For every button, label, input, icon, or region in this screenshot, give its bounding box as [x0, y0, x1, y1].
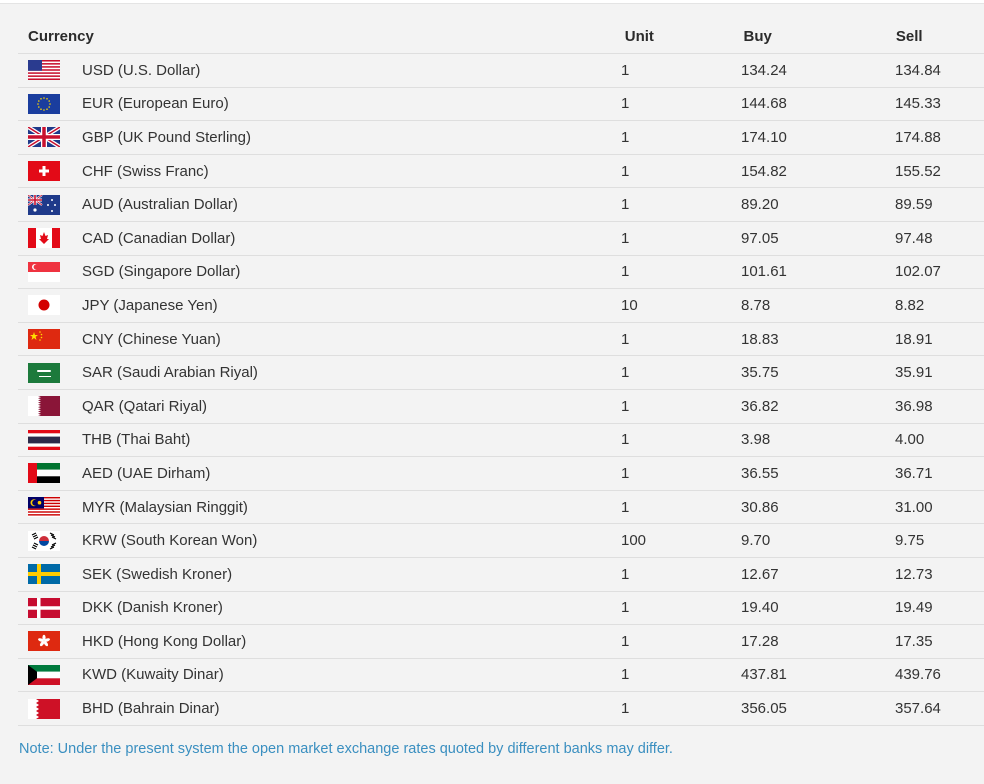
currency-cell	[18, 531, 621, 551]
unit-cell: 1	[621, 263, 630, 281]
currency-cell	[18, 699, 621, 719]
table-row	[18, 558, 984, 592]
japan-flag-icon	[28, 295, 60, 315]
currency-label: AED (UAE Dirham)	[82, 464, 211, 482]
sell-cell: 19.49	[895, 599, 933, 617]
currency-label: GBP (UK Pound Sterling)	[82, 128, 251, 146]
currency-label: KWD (Kuwaity Dinar)	[82, 666, 224, 684]
unit-cell: 1	[621, 431, 630, 449]
table-row	[18, 424, 984, 458]
sell-cell: 357.64	[895, 700, 941, 718]
hongkong-flag-icon	[28, 631, 60, 651]
table-row	[18, 121, 984, 155]
unit-cell: 1	[621, 700, 630, 718]
unit-cell: 1	[621, 632, 630, 650]
saudi-flag-icon	[28, 363, 60, 383]
sell-cell: 18.91	[895, 330, 933, 348]
table-row	[18, 356, 984, 390]
unit-cell: 1	[621, 565, 630, 583]
currency-label: JPY (Japanese Yen)	[82, 296, 218, 314]
singapore-flag-icon	[28, 262, 60, 282]
currency-cell	[18, 94, 621, 114]
buy-cell: 9.70	[741, 532, 771, 550]
unit-cell: 1	[621, 666, 630, 684]
table-row	[18, 289, 984, 323]
currency-cell	[18, 228, 621, 248]
table-row	[18, 88, 984, 122]
sell-cell: 4.00	[895, 431, 925, 449]
buy-cell: 97.05	[741, 229, 779, 247]
currency-label: DKK (Danish Kroner)	[82, 599, 223, 617]
header-sell: Sell	[895, 28, 923, 45]
sell-cell: 36.71	[895, 464, 933, 482]
table-row	[18, 625, 984, 659]
currency-label: KRW (South Korean Won)	[82, 532, 258, 550]
kuwait-flag-icon	[28, 665, 60, 685]
sell-cell: 174.88	[895, 128, 941, 146]
sell-cell: 145.33	[895, 95, 941, 113]
table-row	[18, 592, 984, 626]
buy-cell: 134.24	[741, 61, 787, 79]
buy-cell: 101.61	[741, 263, 787, 281]
buy-cell: 356.05	[741, 700, 787, 718]
table-row	[18, 491, 984, 525]
buy-cell: 3.98	[741, 431, 771, 449]
sell-cell: 31.00	[895, 498, 933, 516]
buy-cell: 18.83	[741, 330, 779, 348]
unit-cell: 1	[621, 364, 630, 382]
currency-label: HKD (Hong Kong Dollar)	[82, 632, 247, 650]
currency-cell	[18, 631, 621, 651]
currency-cell	[18, 564, 621, 584]
china-flag-icon	[28, 329, 60, 349]
buy-cell: 36.55	[741, 464, 779, 482]
table-row	[18, 390, 984, 424]
buy-cell: 19.40	[741, 599, 779, 617]
buy-cell: 144.68	[741, 95, 787, 113]
header-unit: Unit	[624, 28, 654, 45]
header-buy: Buy	[743, 28, 772, 45]
currency-cell	[18, 665, 621, 685]
currency-label: THB (Thai Baht)	[82, 431, 191, 449]
table-row	[18, 457, 984, 491]
sell-cell: 36.98	[895, 397, 933, 415]
table-row	[18, 256, 984, 290]
unit-cell: 10	[621, 296, 638, 314]
unit-cell: 1	[621, 61, 630, 79]
thailand-flag-icon	[28, 430, 60, 450]
unit-cell: 1	[621, 498, 630, 516]
currency-cell	[18, 396, 621, 416]
currency-cell	[18, 363, 621, 383]
currency-label: USD (U.S. Dollar)	[82, 61, 201, 79]
canada-flag-icon	[28, 228, 60, 248]
sell-cell: 134.84	[895, 61, 941, 79]
buy-cell: 89.20	[741, 196, 779, 214]
uae-flag-icon	[28, 463, 60, 483]
unit-cell: 1	[621, 95, 630, 113]
currency-cell	[18, 295, 621, 315]
currency-label: QAR (Qatari Riyal)	[82, 397, 208, 415]
currency-cell	[18, 161, 621, 181]
malaysia-flag-icon	[28, 497, 60, 517]
sell-cell: 12.73	[895, 565, 933, 583]
sell-cell: 35.91	[895, 364, 933, 382]
sell-cell: 439.76	[895, 666, 941, 684]
buy-cell: 437.81	[741, 666, 787, 684]
eu-flag-icon	[28, 94, 60, 114]
sweden-flag-icon	[28, 564, 60, 584]
currency-label: SEK (Swedish Kroner)	[82, 565, 233, 583]
table-row	[18, 659, 984, 693]
unit-cell: 1	[621, 196, 630, 214]
uk-flag-icon	[28, 127, 60, 147]
top-divider	[0, 0, 984, 4]
us-flag-icon	[28, 60, 60, 80]
sell-cell: 17.35	[895, 632, 933, 650]
currency-label: EUR (European Euro)	[82, 95, 229, 113]
table-row	[18, 524, 984, 558]
exchange-rate-table	[18, 20, 984, 726]
table-row	[18, 54, 984, 88]
table-row	[18, 188, 984, 222]
unit-cell: 1	[621, 162, 630, 180]
swiss-flag-icon	[28, 161, 60, 181]
currency-cell	[18, 430, 621, 450]
buy-cell: 8.78	[741, 296, 771, 314]
qatar-flag-icon	[28, 396, 60, 416]
sell-cell: 102.07	[895, 263, 941, 281]
table-row	[18, 323, 984, 357]
sell-cell: 8.82	[895, 296, 925, 314]
sell-cell: 9.75	[895, 532, 925, 550]
currency-label: CAD (Canadian Dollar)	[82, 229, 236, 247]
disclaimer-note: Note: Under the present system the open market exchange rates quoted by different banks may differ.	[19, 741, 673, 757]
currency-cell	[18, 497, 621, 517]
sell-cell: 89.59	[895, 196, 933, 214]
buy-cell: 17.28	[741, 632, 779, 650]
currency-cell	[18, 262, 621, 282]
table-header	[18, 20, 984, 54]
sell-cell: 97.48	[895, 229, 933, 247]
currency-cell	[18, 195, 621, 215]
unit-cell: 1	[621, 128, 630, 146]
sell-cell: 155.52	[895, 162, 941, 180]
unit-cell: 1	[621, 464, 630, 482]
buy-cell: 36.82	[741, 397, 779, 415]
currency-cell	[18, 598, 621, 618]
currency-cell	[18, 127, 621, 147]
korea-flag-icon	[28, 531, 60, 551]
buy-cell: 154.82	[741, 162, 787, 180]
currency-cell	[18, 60, 621, 80]
currency-cell	[18, 329, 621, 349]
currency-label: SGD (Singapore Dollar)	[82, 263, 241, 281]
buy-cell: 35.75	[741, 364, 779, 382]
currency-label: MYR (Malaysian Ringgit)	[82, 498, 248, 516]
currency-label: BHD (Bahrain Dinar)	[82, 700, 220, 718]
currency-label: AUD (Australian Dollar)	[82, 196, 238, 214]
unit-cell: 100	[621, 532, 647, 550]
table-row	[18, 692, 984, 726]
table-row	[18, 222, 984, 256]
currency-label: CHF (Swiss Franc)	[82, 162, 209, 180]
unit-cell: 1	[621, 229, 630, 247]
table-row	[18, 155, 984, 189]
unit-cell: 1	[621, 599, 630, 617]
currency-label: SAR (Saudi Arabian Riyal)	[82, 364, 258, 382]
unit-cell: 1	[621, 330, 630, 348]
buy-cell: 12.67	[741, 565, 779, 583]
australia-flag-icon	[28, 195, 60, 215]
bahrain-flag-icon	[28, 699, 60, 719]
buy-cell: 174.10	[741, 128, 787, 146]
denmark-flag-icon	[28, 598, 60, 618]
currency-cell	[18, 463, 621, 483]
currency-label: CNY (Chinese Yuan)	[82, 330, 221, 348]
unit-cell: 1	[621, 397, 630, 415]
buy-cell: 30.86	[741, 498, 779, 516]
header-currency: Currency	[28, 28, 94, 45]
